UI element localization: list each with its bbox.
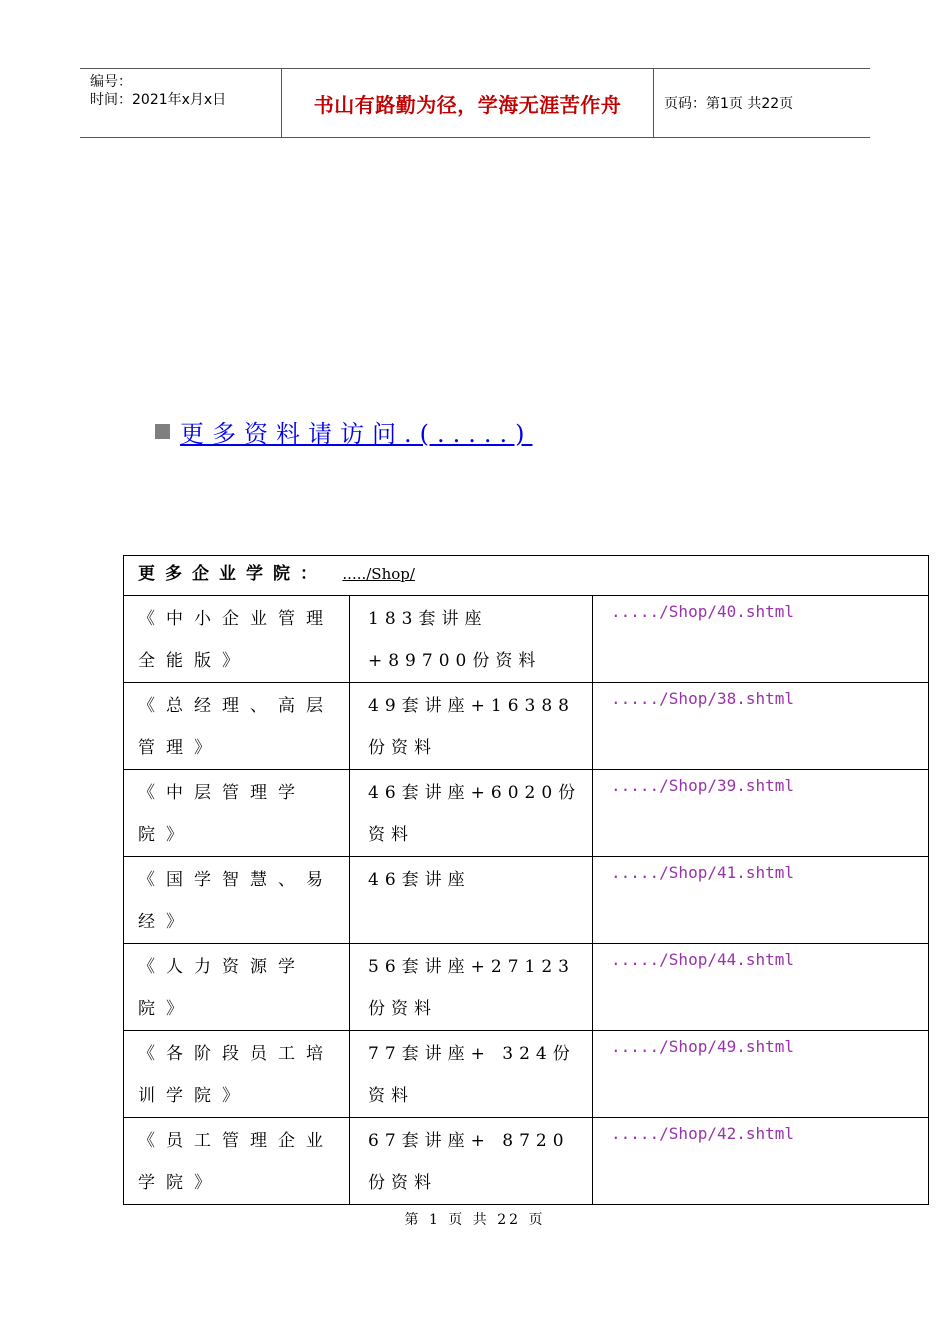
number-label: 编号： xyxy=(90,74,132,90)
course-name: 《各阶段员工培训学院》 xyxy=(124,1031,350,1118)
table-title: 更多企业学院： xyxy=(138,564,327,584)
table-row xyxy=(124,1031,929,1118)
course-name: 《总经理、高层管理》 xyxy=(124,683,350,770)
more-info-link[interactable]: 更多资料请访问.(.....) xyxy=(180,420,533,448)
course-desc: 67套讲座+ 8720份资料 xyxy=(350,1118,593,1205)
course-name: 《中小企业管理全能版》 xyxy=(124,596,350,683)
course-link[interactable]: ...../Shop/44.shtml xyxy=(593,944,929,1031)
course-desc: 77套讲座+ 324份资料 xyxy=(350,1031,593,1118)
course-desc: 56套讲座+27123份资料 xyxy=(350,944,593,1031)
academy-table xyxy=(123,555,929,1205)
table-row xyxy=(124,944,929,1031)
page-footer: 第 1 页 共 22 页 xyxy=(404,1212,546,1228)
square-bullet-icon xyxy=(155,424,170,439)
table-header-cell xyxy=(124,556,929,596)
course-name: 《国学智慧、易经》 xyxy=(124,857,350,944)
table-row xyxy=(124,857,929,944)
course-desc: 46套讲座 xyxy=(350,857,593,944)
header-meta xyxy=(80,69,282,137)
table-row xyxy=(124,596,929,683)
table-row xyxy=(124,683,929,770)
header-motto: 书山有路勤为径，学海无涯苦作舟 xyxy=(282,69,654,137)
course-name: 《人力资源学院》 xyxy=(124,944,350,1031)
course-link[interactable]: ...../Shop/41.shtml xyxy=(593,857,929,944)
time-label: 时间：2021年x月x日 xyxy=(90,92,227,108)
table-row xyxy=(124,1118,929,1205)
course-name: 《中层管理学院》 xyxy=(124,770,350,857)
more-info-line xyxy=(155,414,533,449)
course-desc: 49套讲座+16388份资料 xyxy=(350,683,593,770)
course-link[interactable]: ...../Shop/42.shtml xyxy=(593,1118,929,1205)
header-page-label: 页码：第1页 共22页 xyxy=(664,96,794,112)
course-desc: 183套讲座+89700份资料 xyxy=(350,596,593,683)
course-name: 《员工管理企业学院》 xyxy=(124,1118,350,1205)
table-row xyxy=(124,770,929,857)
course-link[interactable]: ...../Shop/38.shtml xyxy=(593,683,929,770)
page-header xyxy=(80,68,870,138)
course-link[interactable]: ...../Shop/40.shtml xyxy=(593,596,929,683)
table-header-row xyxy=(124,556,929,596)
course-link[interactable]: ...../Shop/49.shtml xyxy=(593,1031,929,1118)
shop-link[interactable]: ...../Shop/ xyxy=(342,565,415,583)
course-link[interactable]: ...../Shop/39.shtml xyxy=(593,770,929,857)
course-desc: 46套讲座+6020份资料 xyxy=(350,770,593,857)
